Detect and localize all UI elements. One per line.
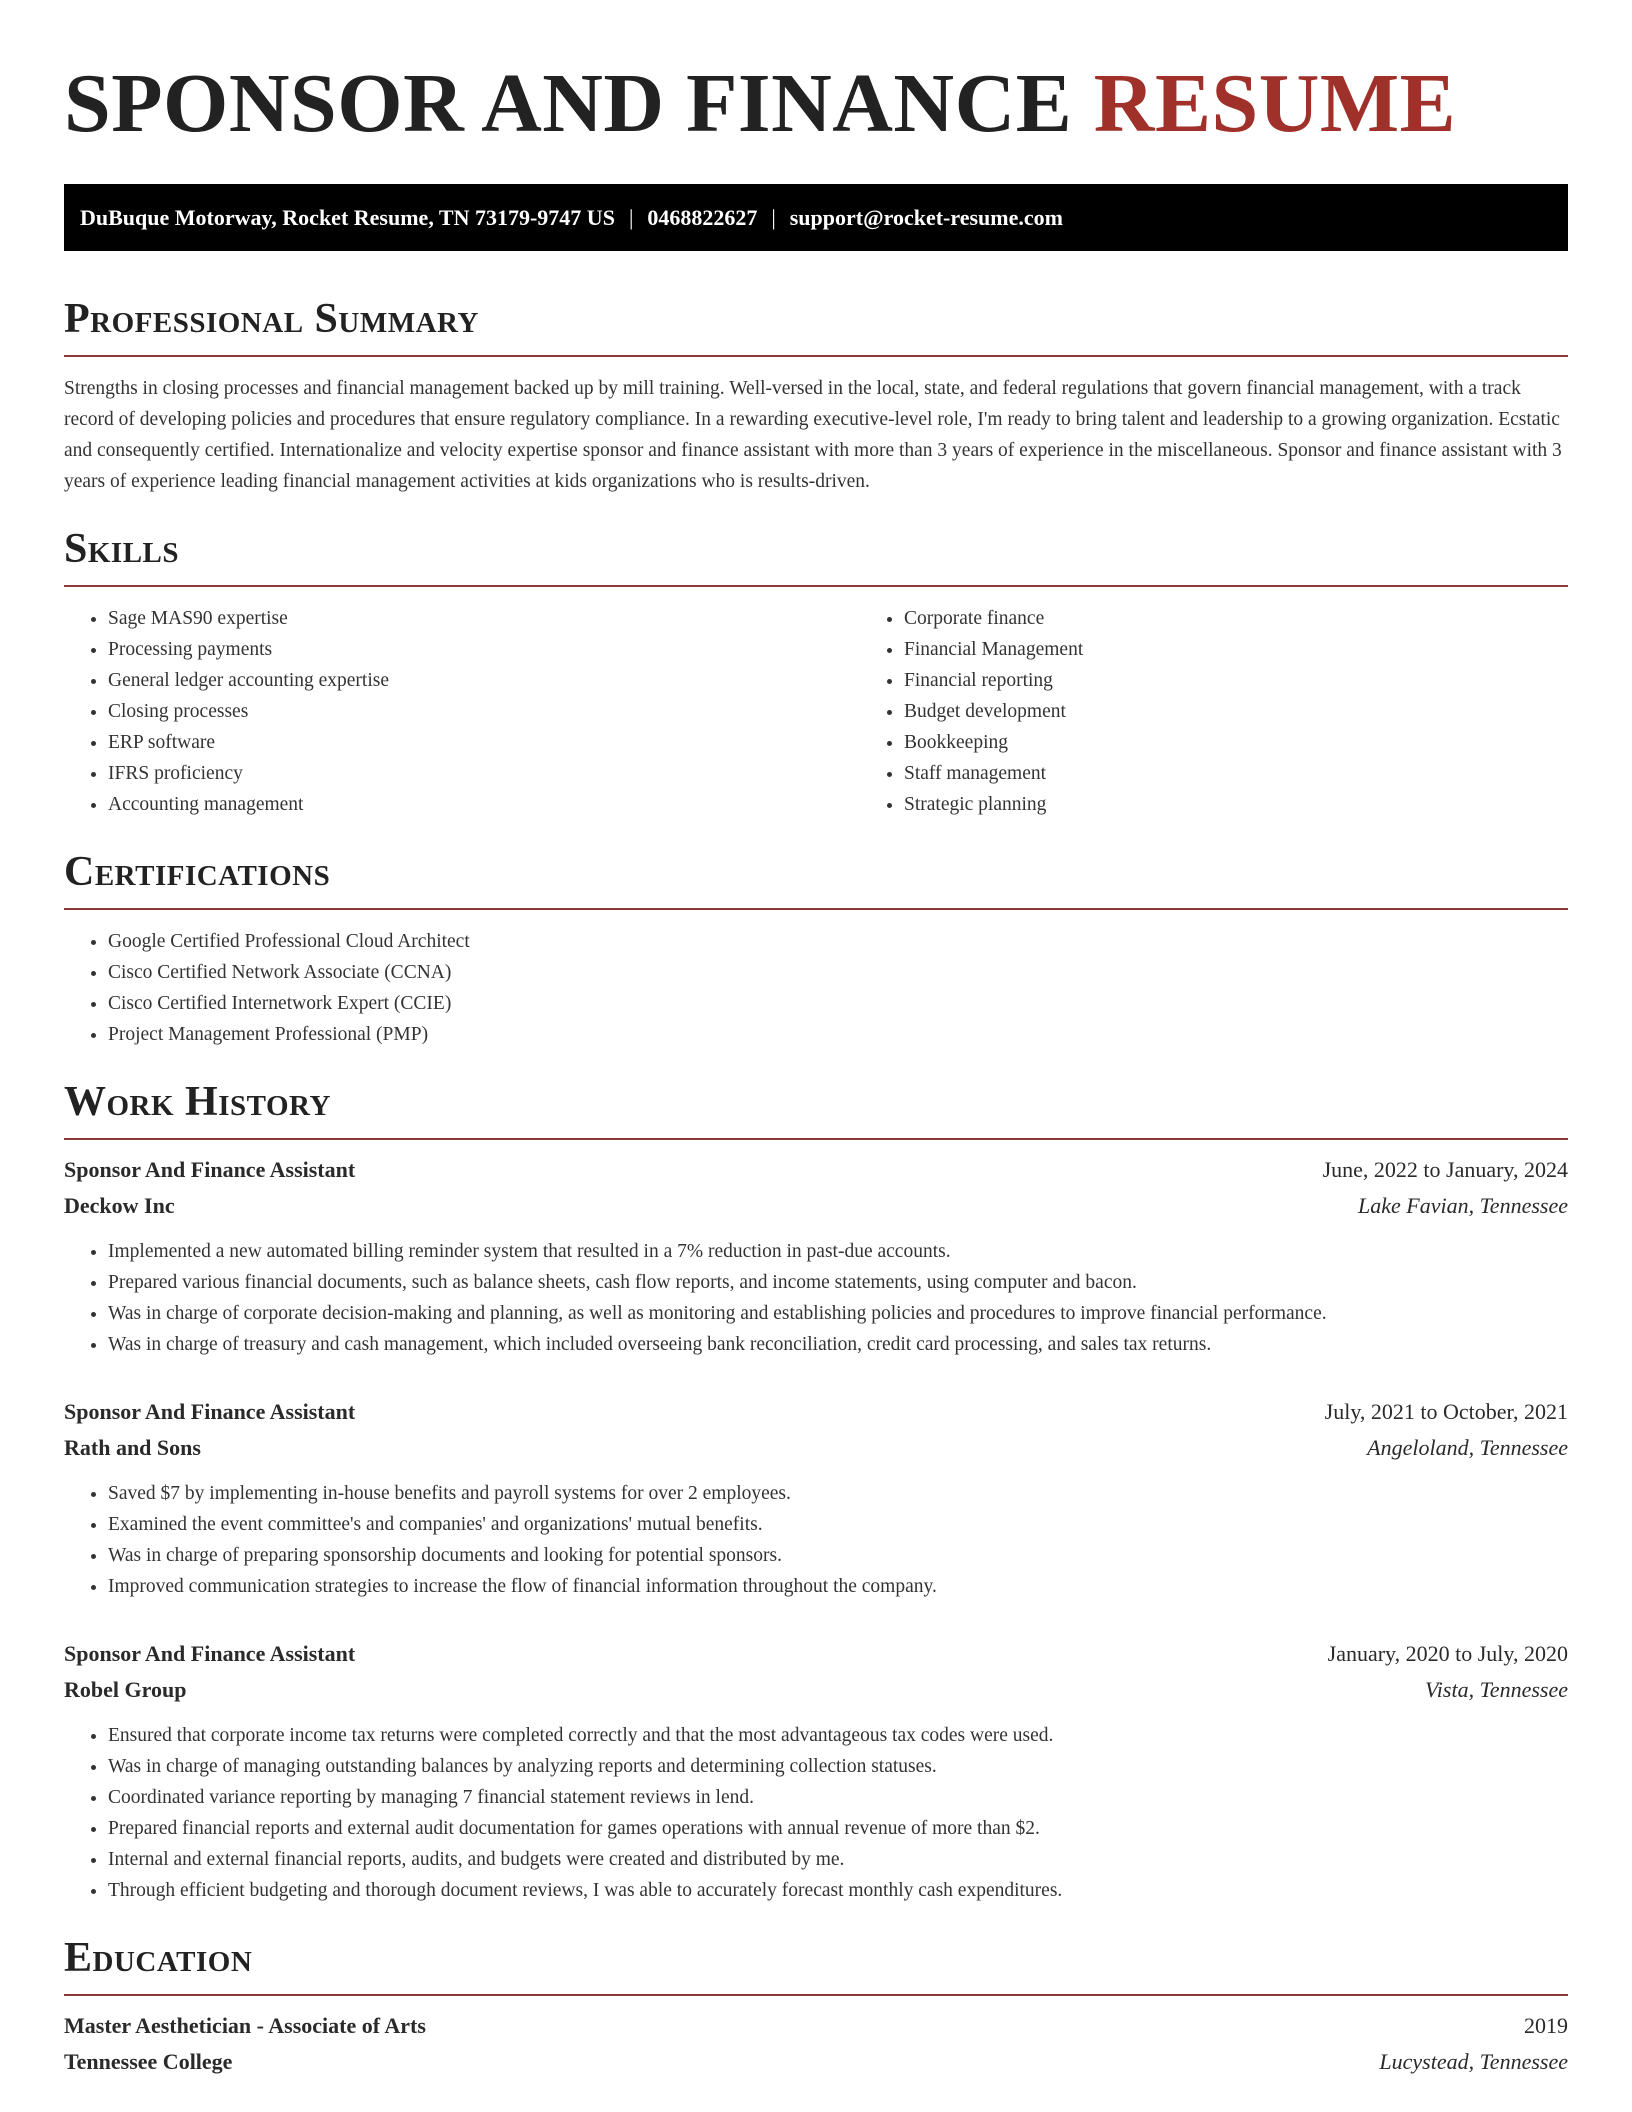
job-bullet: • Internal and external financial reports, audits, and budgets were created and distributed by me. (108, 1844, 1568, 1875)
job-dates: January, 2020 to July, 2020 (1327, 1641, 1568, 1666)
summary-text: Strengths in closing processes and financial management backed up by mill training. Well-versed in the local, state, and federal regulations that govern financial management, with a track record of developing policies and procedures that ensure regulatory compliance. In a rewarding executive-level role, I'm ready to bring talent and leadership to a growing organization. Ecstatic and consequently certified. Internationalize and velocity expertise sponsor and finance assistant with more than 3 years of experience in the miscellaneous. Sponsor and finance assistant with 3 years of experience leading financial management activities at kids organizations who is results-driven. (64, 378, 1562, 492)
skills-grid (64, 587, 1568, 820)
skills-list-left (64, 603, 860, 820)
section-divider (64, 1994, 1568, 1996)
job-entry (64, 1394, 1568, 1602)
skill-item: • Processing payments (108, 634, 860, 665)
contact-separator: | (771, 205, 776, 230)
section-heading-education: Education (64, 1935, 253, 1981)
skill-item: • General ledger accounting expertise (108, 665, 860, 696)
education-school-row (64, 2044, 1568, 2080)
contact-phone[interactable]: 0468822627 (647, 205, 758, 230)
job-company-row (64, 1672, 1568, 1708)
job-bullet: • Was in charge of corporate decision-making and planning, as well as monitoring and establishing policies and procedures to improve financial performance. (108, 1298, 1568, 1329)
education-section (64, 1934, 1568, 2080)
section-heading-certifications: Certifications (64, 849, 331, 895)
contact-address: DuBuque Motorway, Rocket Resume, TN 73179-9747 US (80, 205, 615, 230)
skill-item: • Bookkeeping (904, 727, 1632, 758)
section-heading-summary: Professional Summary (64, 296, 479, 342)
certification-item: • Cisco Certified Internetwork Expert (CCIE) (108, 988, 1568, 1019)
skill-item: • Budget development (904, 696, 1632, 727)
education-year: 2019 (1524, 2013, 1568, 2038)
skill-item: • Accounting management (108, 789, 860, 820)
resume-title (64, 56, 1568, 152)
skill-item: • Financial reporting (904, 665, 1632, 696)
job-company-row (64, 1430, 1568, 1466)
section-divider (64, 1138, 1568, 1140)
skill-item: • Financial Management (904, 634, 1632, 665)
section-heading-work-history: Work History (64, 1079, 331, 1125)
job-dates: July, 2021 to October, 2021 (1324, 1399, 1568, 1424)
job-bullet: • Prepared financial reports and external audit documentation for games operations with annual revenue of more than $2. (108, 1813, 1568, 1844)
summary-section (64, 295, 1568, 497)
job-bullets (64, 1236, 1568, 1360)
work-history-section (64, 1078, 1568, 1906)
job-entry (64, 1636, 1568, 1906)
job-title-row (64, 1152, 1568, 1188)
job-company: Rath and Sons (64, 1435, 201, 1460)
contact-email[interactable]: support@rocket-resume.com (789, 205, 1063, 230)
job-company: Deckow Inc (64, 1193, 175, 1218)
job-company: Robel Group (64, 1677, 187, 1702)
job-title-row (64, 1636, 1568, 1672)
skill-item: • Strategic planning (904, 789, 1632, 820)
education-degree: Master Aesthetician - Associate of Arts (64, 2013, 426, 2038)
certification-item: • Google Certified Professional Cloud Architect (108, 926, 1568, 957)
job-role: Sponsor And Finance Assistant (64, 1399, 356, 1424)
skill-item: • IFRS proficiency (108, 758, 860, 789)
job-bullet: • Was in charge of preparing sponsorship documents and looking for potential sponsors. (108, 1540, 1568, 1571)
job-bullet: • Was in charge of treasury and cash management, which included overseeing bank reconciliation, credit card processing, and sales tax returns. (108, 1329, 1568, 1360)
section-divider (64, 355, 1568, 357)
section-heading-skills: Skills (64, 526, 180, 572)
education-degree-row (64, 2008, 1568, 2044)
job-location: Vista, Tennessee (1425, 1677, 1568, 1702)
job-bullet: • Through efficient budgeting and thorough document reviews, I was able to accurately forecast monthly cash expenditures. (108, 1875, 1568, 1906)
job-location: Lake Favian, Tennessee (1358, 1193, 1568, 1218)
job-bullet: • Improved communication strategies to increase the flow of financial information throughout the company. (108, 1571, 1568, 1602)
job-dates: June, 2022 to January, 2024 (1322, 1157, 1568, 1182)
certification-item: • Cisco Certified Network Associate (CCNA) (108, 957, 1568, 988)
skill-item: • Staff management (904, 758, 1632, 789)
certifications-section (64, 848, 1568, 1050)
skills-section (64, 525, 1568, 820)
job-bullet: • Implemented a new automated billing reminder system that resulted in a 7% reduction in past-due accounts. (108, 1236, 1568, 1267)
job-role: Sponsor And Finance Assistant (64, 1641, 356, 1666)
job-bullets (64, 1478, 1568, 1602)
title-main: SPONSOR AND FINANCE (64, 57, 1073, 150)
job-bullet: • Examined the event committee's and companies' and organizations' mutual benefits. (108, 1509, 1568, 1540)
skills-list-right (860, 603, 1632, 820)
certifications-list (64, 926, 1568, 1050)
job-bullets (64, 1720, 1568, 1906)
job-bullet: • Coordinated variance reporting by managing 7 financial statement reviews in lend. (108, 1782, 1568, 1813)
job-bullet: • Prepared various financial documents, such as balance sheets, cash flow reports, and income statements, using computer and bacon. (108, 1267, 1568, 1298)
job-entry (64, 1152, 1568, 1360)
job-title-row (64, 1394, 1568, 1430)
skill-item: • ERP software (108, 727, 860, 758)
skill-item: • Closing processes (108, 696, 860, 727)
job-bullet: • Was in charge of managing outstanding balances by analyzing reports and determining collection statuses. (108, 1751, 1568, 1782)
education-school: Tennessee College (64, 2049, 233, 2074)
skill-item: • Sage MAS90 expertise (108, 603, 860, 634)
title-accent: RESUME (1093, 57, 1457, 150)
certification-item: • Project Management Professional (PMP) (108, 1019, 1568, 1050)
job-bullet: • Ensured that corporate income tax returns were completed correctly and that the most advantageous tax codes were used. (108, 1720, 1568, 1751)
job-role: Sponsor And Finance Assistant (64, 1157, 356, 1182)
job-company-row (64, 1188, 1568, 1224)
contact-separator: | (628, 205, 634, 230)
education-entry (64, 2008, 1568, 2080)
job-location: Angeloland, Tennessee (1367, 1435, 1568, 1460)
skill-item: • Corporate finance (904, 603, 1632, 634)
job-bullet: • Saved $7 by implementing in-house benefits and payroll systems for over 2 employees. (108, 1478, 1568, 1509)
contact-bar (64, 184, 1568, 251)
section-divider (64, 908, 1568, 910)
education-location: Lucystead, Tennessee (1379, 2049, 1568, 2074)
